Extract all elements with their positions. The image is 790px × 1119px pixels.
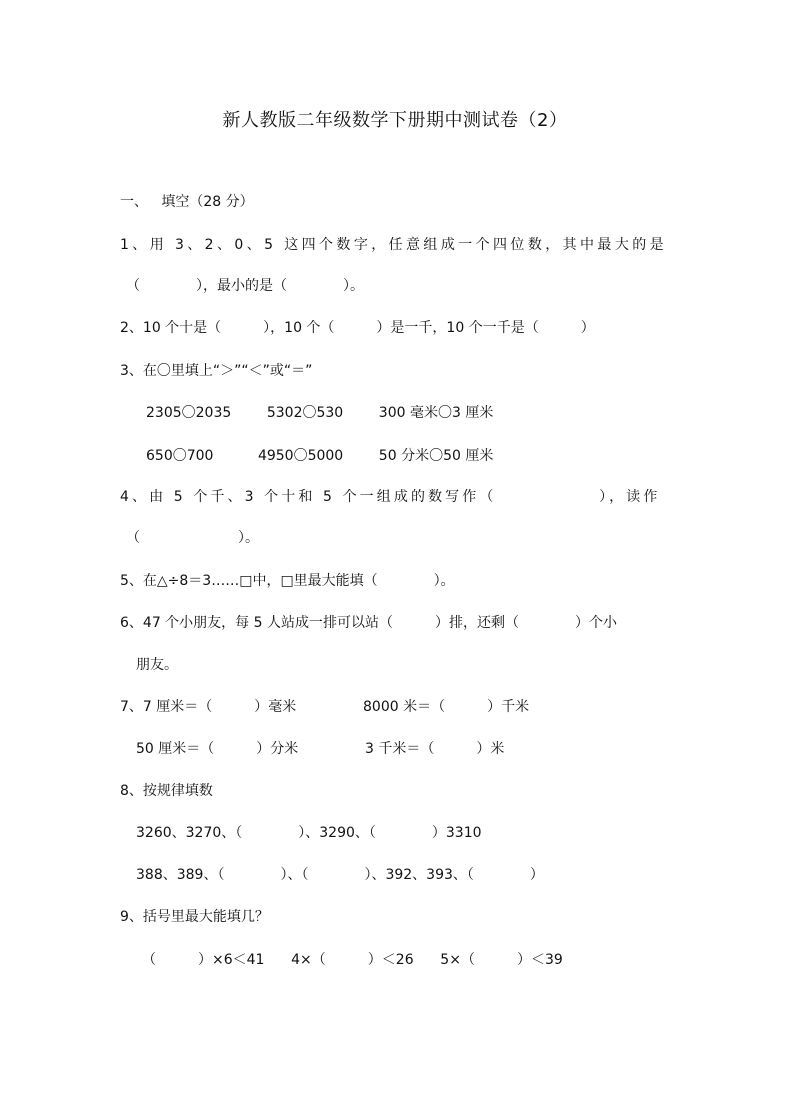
question-1-line-1: 1、用 3、2、0、5 这四个数字，任意组成一个四位数，其中最大的是 xyxy=(120,237,668,253)
question-3: 3、在〇里填上“＞”“＜”或“＝” xyxy=(120,363,313,379)
question-7-row-1: 7、7 厘米＝（ ）毫米 8000 米＝（ ）千米 xyxy=(120,699,530,715)
question-2: 2、10 个十是（ ），10 个（ ）是一千，10 个一千是（ ） xyxy=(120,320,595,336)
question-9-row-1: （ ）×6＜41 4×（ ）＜26 5×（ ）＜39 xyxy=(142,952,563,968)
question-6-line-2: 朋友。 xyxy=(136,657,178,673)
question-1-line-2: （ ），最小的是（ ）。 xyxy=(126,278,364,294)
question-8-row-2: 388、389、（ ）、（ ）、392、393、（ ） xyxy=(136,867,544,883)
question-7-row-2: 50 厘米＝（ ）分米 3 千米＝（ ）米 xyxy=(136,741,505,757)
question-6-line-1: 6、47 个小朋友，每 5 人站成一排可以站（ ）排，还剩（ ）个小 xyxy=(120,615,617,631)
question-3-row-1: 2305〇2035 5302〇530 300 毫米〇3 厘米 xyxy=(146,405,494,421)
question-8: 8、按规律填数 xyxy=(120,783,213,799)
section-heading: 一、 填空（28 分） xyxy=(120,194,254,210)
page-title: 新人教版二年级数学下册期中测试卷（2） xyxy=(222,110,568,131)
question-4-line-2: （ ）。 xyxy=(126,530,259,546)
question-4-line-1: 4、由 5 个千、3 个十和 5 个一组成的数写作（ ），读作 xyxy=(120,489,661,505)
question-9: 9、括号里最大能填几？ xyxy=(120,909,269,925)
question-5: 5、在△÷8＝3……□中，□里最大能填（ ）。 xyxy=(120,573,455,589)
question-3-row-2: 650〇700 4950〇5000 50 分米〇50 厘米 xyxy=(146,448,494,464)
question-8-row-1: 3260、3270、（ ）、3290、（ ）3310 xyxy=(136,825,482,841)
